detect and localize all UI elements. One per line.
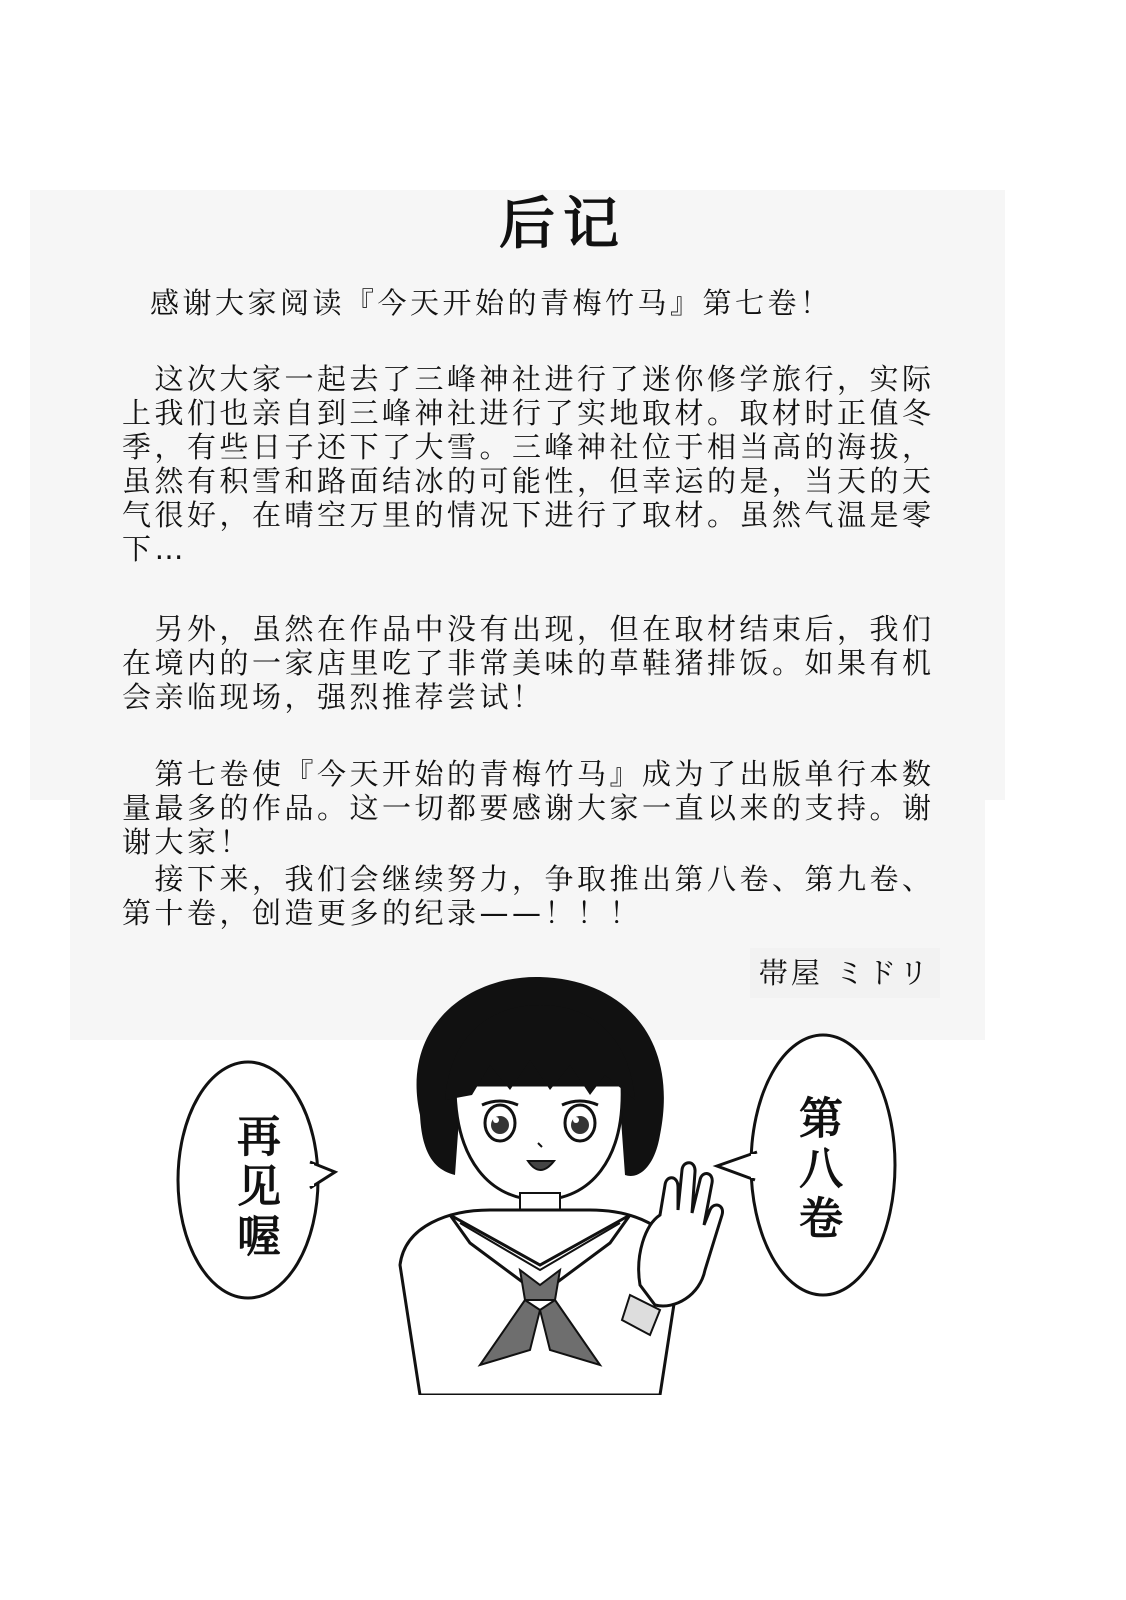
- author-signature: 帯屋 ミドリ: [750, 948, 940, 998]
- paragraph-2: 另外，虽然在作品中没有出现，但在取材结束后，我们在境内的一家店里吃了非常美味的草鞋猪排饭。如果有机会亲临现场，强烈推荐尝试！: [122, 612, 935, 714]
- bubble-right-text: 第八卷: [791, 1095, 842, 1245]
- paragraph-4: 接下来，我们会继续努力，争取推出第八卷、第九卷、第十卷，创造更多的纪录——！！！: [122, 862, 935, 930]
- intro-text: 感谢大家阅读『今天开始的青梅竹马』第七卷！: [150, 286, 833, 320]
- girl-illustration: [360, 965, 730, 1395]
- bubble-left-text: 再见喔: [229, 1113, 280, 1263]
- page-title: 后记: [499, 192, 627, 257]
- paragraph-3: 第七卷使『今天开始的青梅竹马』成为了出版单行本数量最多的作品。这一切都要感谢大家一直以来的支持。谢谢大家！: [122, 757, 935, 859]
- paragraph-1: 这次大家一起去了三峰神社进行了迷你修学旅行，实际上我们也亲自到三峰神社进行了实地取材。取材时正值冬季，有些日子还下了大雪。三峰神社位于相当高的海拔，虽然有积雪和路面结冰的可能性，但幸运的是，当天的天气很好，在晴空万里的情况下进行了取材。虽然气温是零下…: [122, 362, 935, 566]
